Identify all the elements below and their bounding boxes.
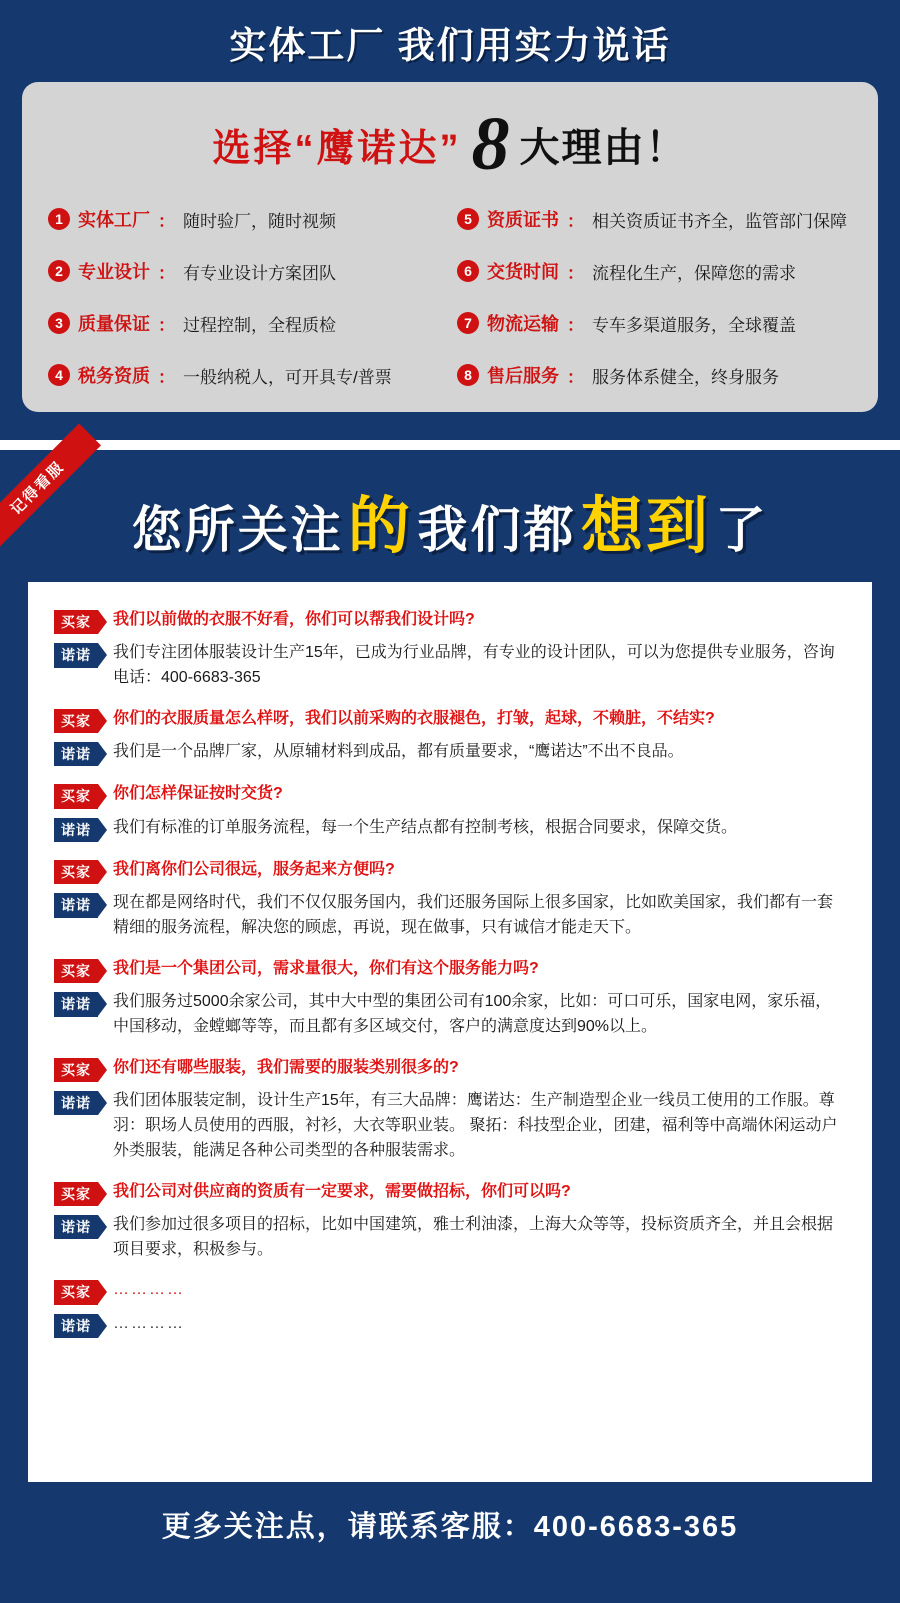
reasons-header-black: 大理由！	[519, 125, 688, 170]
qa-block	[54, 707, 846, 767]
qa-answer-line	[54, 990, 846, 1040]
reasons-header	[48, 100, 852, 188]
reason-desc: 过程控制，全程质检	[183, 315, 336, 335]
buyer-tag: 买家	[54, 1280, 98, 1304]
qa-question-line	[54, 1056, 846, 1082]
buyer-tag: 买家	[54, 860, 98, 884]
company-tag: 诺诺	[54, 1215, 98, 1239]
company-tag: 诺诺	[54, 643, 98, 667]
reason-number-badge: 2	[48, 260, 70, 282]
answer-text: …………	[113, 1314, 185, 1332]
reason-item	[457, 196, 852, 242]
buyer-tag: 买家	[54, 959, 98, 983]
headline-part-4: 想到	[580, 492, 711, 561]
reason-title: 资质证书	[487, 210, 559, 231]
top-headline: 实体工厂 我们用实力说话	[229, 25, 671, 66]
reason-title: 税务资质	[78, 366, 150, 387]
reason-number-badge: 1	[48, 208, 70, 230]
question-text: …………	[113, 1281, 185, 1299]
qa-answer-line	[54, 816, 846, 842]
answer-text: 我们参加过很多项目的招标，比如中国建筑，雅士利油漆，上海大众等等，投标资质齐全，并且会根据项目要求，积极参与。	[113, 1215, 834, 1258]
buyer-tag: 买家	[54, 1058, 98, 1082]
footer-contact: 更多关注点，请联系客服：400-6683-365	[161, 1511, 739, 1543]
reasons-header-red: 选择“鹰诺达”	[212, 127, 462, 170]
question-text: 我们以前做的衣服不好看，你们可以帮我们设计吗?	[113, 611, 475, 628]
qa-block	[54, 608, 846, 691]
question-text: 你们还有哪些服装，我们需要的服装类别很多的?	[113, 1058, 459, 1076]
qa-answer-line	[54, 641, 846, 691]
reason-title: 质量保证	[78, 314, 150, 335]
qa-block	[54, 1056, 846, 1164]
qa-question-line	[54, 858, 846, 884]
reason-desc: 相关资质证书齐全，监管部门保障	[592, 211, 847, 231]
reason-desc: 服务体系健全，终身服务	[592, 367, 779, 387]
reasons-header-number: 8	[471, 102, 510, 187]
reason-item	[48, 248, 443, 294]
qa-answer-line	[54, 1213, 846, 1263]
answer-text: 我们服务过5000余家公司，其中大中型的集团公司有100余家，比如：可口可乐，国家电网，家乐福，中国移动，金螳螂等等，而且都有多区域交付，客户的满意度达到90%以上。	[113, 993, 832, 1036]
headline-part-2: 的	[348, 492, 414, 561]
reason-colon: ：	[567, 211, 584, 231]
reason-number-badge: 7	[457, 312, 479, 334]
reason-colon: ：	[158, 315, 175, 335]
company-tag: 诺诺	[54, 893, 98, 917]
reason-item	[457, 300, 852, 346]
reasons-box	[22, 82, 878, 412]
qa-question-line	[54, 1180, 846, 1206]
reason-colon: ：	[158, 211, 175, 231]
reason-number-badge: 3	[48, 312, 70, 334]
reason-title: 实体工厂	[78, 210, 150, 231]
reason-desc: 流程化生产，保障您的需求	[592, 263, 796, 283]
headline-part-5: 了	[715, 502, 769, 558]
company-tag: 诺诺	[54, 992, 98, 1016]
buyer-tag: 买家	[54, 610, 98, 634]
qa-answer-line	[54, 1089, 846, 1163]
reason-number-badge: 6	[457, 260, 479, 282]
qa-question-line	[54, 782, 846, 808]
company-tag: 诺诺	[54, 742, 98, 766]
reason-colon: ：	[567, 315, 584, 335]
qa-question-line	[54, 608, 846, 634]
reason-desc: 随时验厂，随时视频	[183, 211, 336, 231]
reason-item	[48, 300, 443, 346]
reason-item	[48, 196, 443, 242]
reason-desc: 有专业设计方案团队	[183, 263, 336, 283]
qa-answer-line	[54, 1312, 846, 1338]
reason-title: 交货时间	[487, 262, 559, 283]
question-text: 我们公司对供应商的资质有一定要求，需要做招标，你们可以吗?	[113, 1182, 571, 1200]
buyer-tag: 买家	[54, 709, 98, 733]
company-tag: 诺诺	[54, 1091, 98, 1115]
buyer-tag: 买家	[54, 1182, 98, 1206]
qa-question-line	[54, 1278, 846, 1304]
reason-number-badge: 5	[457, 208, 479, 230]
answer-text: 现在都是网络时代，我们不仅仅服务国内，我们还服务国际上很多国家，比如欧美国家，我们都有一套精细的服务流程，解决您的顾虑，再说，现在做事，只有诚信才能走天下。	[113, 894, 834, 937]
company-tag: 诺诺	[54, 818, 98, 842]
qa-block	[54, 957, 846, 1040]
qa-block	[54, 1278, 846, 1338]
reasons-grid	[48, 188, 852, 398]
question-text: 你们的衣服质量怎么样呀，我们以前采购的衣服褪色，打皱，起球，不赖脏，不结实?	[113, 709, 715, 727]
panel-divider	[0, 440, 900, 450]
reason-colon: ：	[567, 367, 584, 387]
answer-text: 我们团体服装定制，设计生产15年，有三大品牌：鹰诺达：生产制造型企业一线员工使用的工作服。尊羽：职场人员使用的西服，衬衫，大衣等职业装。 聚拓：科技型企业，团建，福利等中高端休闲运动户外类服装，能满足各种公司类型的各种服装需求。	[113, 1092, 838, 1159]
headline-part-1: 您所关注	[131, 502, 344, 558]
bottom-panel	[0, 450, 900, 1603]
reason-title: 专业设计	[78, 262, 150, 283]
reason-colon: ：	[567, 263, 584, 283]
corner-ribbon: 记得看服	[0, 424, 101, 552]
reason-colon: ：	[158, 263, 175, 283]
qa-question-line	[54, 707, 846, 733]
qa-block	[54, 858, 846, 941]
reason-item	[48, 352, 443, 398]
reason-title: 物流运输	[487, 314, 559, 335]
qa-answer-line	[54, 740, 846, 766]
question-text: 我们是一个集团公司，需求量很大，你们有这个服务能力吗?	[113, 959, 539, 977]
reason-number-badge: 4	[48, 364, 70, 386]
reason-desc: 一般纳税人，可开具专/普票	[183, 367, 392, 387]
qa-answer-line	[54, 891, 846, 941]
answer-text: 我们专注团体服装设计生产15年，已成为行业品牌，有专业的设计团队，可以为您提供专业服务，咨询电话：400-6683-365	[113, 644, 835, 687]
reason-desc: 专车多渠道服务，全球覆盖	[592, 315, 796, 335]
answer-text: 我们是一个品牌厂家，从原辅材料到成品，都有质量要求，“鹰诺达”不出不良品。	[113, 743, 684, 761]
headline-part-3: 我们都	[417, 502, 577, 558]
buyer-tag: 买家	[54, 784, 98, 808]
question-text: 我们离你们公司很远，服务起来方便吗?	[113, 861, 395, 879]
qa-block	[54, 1180, 846, 1263]
question-text: 你们怎样保证按时交货?	[113, 785, 283, 803]
answer-text: 我们有标准的订单服务流程，每一个生产结点都有控制考核，根据合同要求，保障交货。	[113, 818, 738, 836]
top-panel	[0, 0, 900, 440]
reason-colon: ：	[158, 367, 175, 387]
qa-question-line	[54, 957, 846, 983]
qa-block	[54, 782, 846, 842]
reason-title: 售后服务	[487, 366, 559, 387]
reason-number-badge: 8	[457, 364, 479, 386]
company-tag: 诺诺	[54, 1314, 98, 1338]
bottom-headline	[28, 450, 872, 574]
reason-item	[457, 248, 852, 294]
qa-card	[28, 582, 872, 1482]
reason-item	[457, 352, 852, 398]
